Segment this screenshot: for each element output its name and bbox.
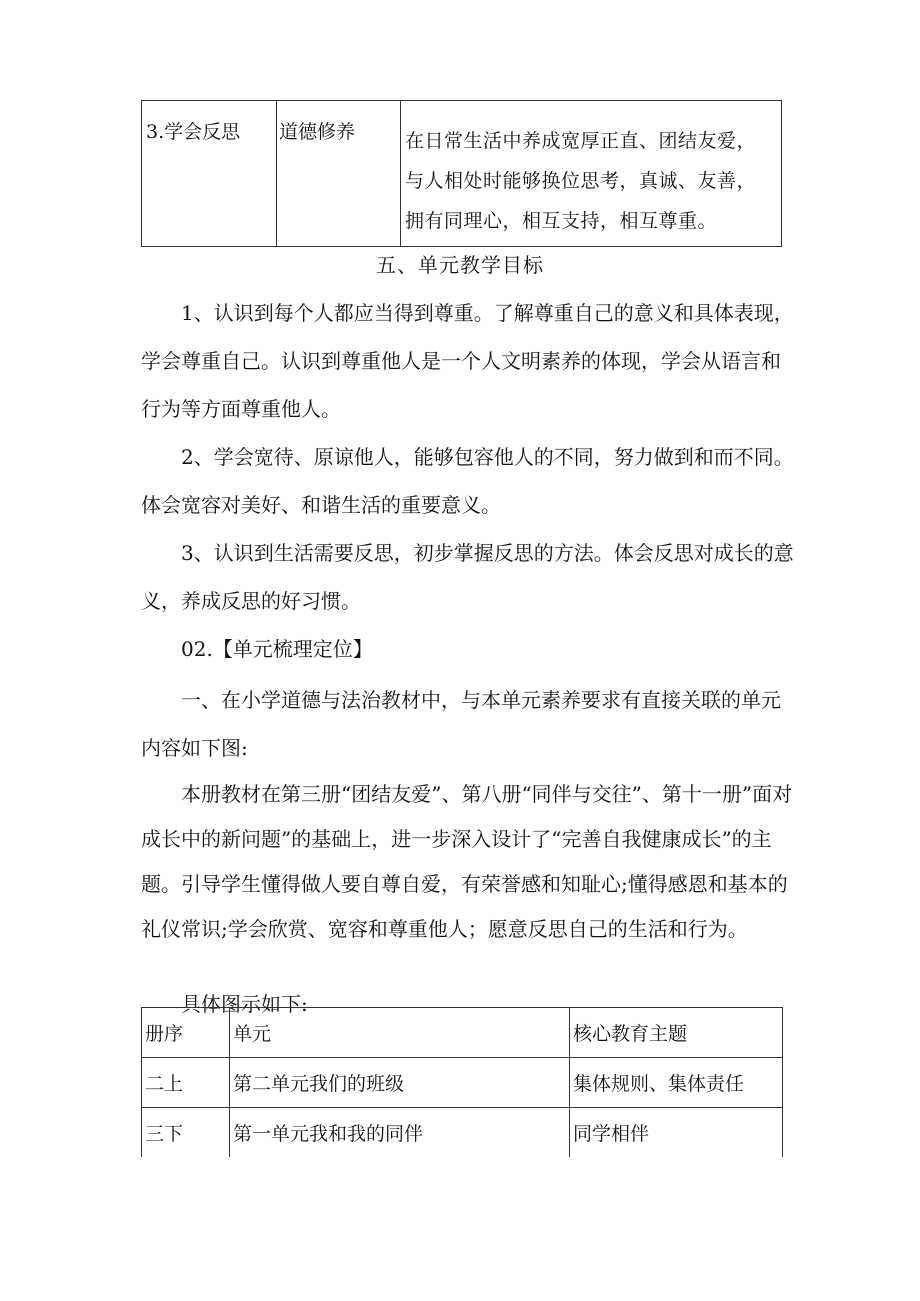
table-cell: 同学相伴 <box>570 1108 783 1158</box>
table-row <box>142 1058 783 1108</box>
table-cell: 在日常生活中养成宽厚正直、团结友爱，与人相处时能够换位思考，真诚、友善，拥有同理心，相互支持，相互尊重。 <box>401 101 782 247</box>
paragraph: 2、学会宽待、原谅他人，能够包容他人的不同，努力做到和而不同。体会宽容对美好、和谐生活的重要意义。 <box>141 445 794 517</box>
section-title: 五、单元教学目标 <box>376 253 544 277</box>
units-table <box>141 1007 783 1157</box>
paragraph: 1、认识到每个人都应当得到尊重。了解尊重自己的意义和具体表现，学会尊重自己。认识到尊重他人是一个人文明素养的体现，学会从语言和行为等方面尊重他人。 <box>141 301 794 421</box>
table-cell: 道德修养 <box>277 101 401 247</box>
goals-table <box>141 100 782 247</box>
paragraph: 本册教材在第三册“团结友爱”、第八册“同伴与交往”、第十一册”面对成长中的新问题”的基础上，进一步深入设计了“完善自我健康成长”的主题。引导学生懂得做人要自尊自爱，有荣誉感和知耻心;懂得感恩和基本的礼仪常识;学会欣赏、宽容和尊重他人；愿意反思自己的生活和行为。 <box>141 782 793 941</box>
table-header-cell: 核心教育主题 <box>570 1008 783 1058</box>
table-cell: 集体规则、集体责任 <box>570 1058 783 1108</box>
paragraph: 一、在小学道德与法治教材中，与本单元素养要求有直接关联的单元内容如下图: <box>141 688 781 760</box>
table-cell: 第二单元我们的班级 <box>230 1058 570 1108</box>
subheading: 02.【单元梳理定位】 <box>181 637 373 661</box>
table-row <box>142 1108 783 1158</box>
paragraph: 具体图示如下: <box>181 992 308 1016</box>
table-row <box>142 101 782 247</box>
paragraph: 3、认识到生活需要反思，初步掌握反思的方法。体会反思对成长的意义，养成反思的好习惯。 <box>141 541 794 613</box>
table-header-cell: 册序 <box>142 1008 230 1058</box>
table-header-cell: 单元 <box>230 1008 570 1058</box>
table-cell: 3.学会反思 <box>142 101 277 247</box>
table-cell: 第一单元我和我的同伴 <box>230 1108 570 1158</box>
table-header-row <box>142 1008 783 1058</box>
table-cell: 二上 <box>142 1058 230 1108</box>
table-cell: 三下 <box>142 1108 230 1158</box>
